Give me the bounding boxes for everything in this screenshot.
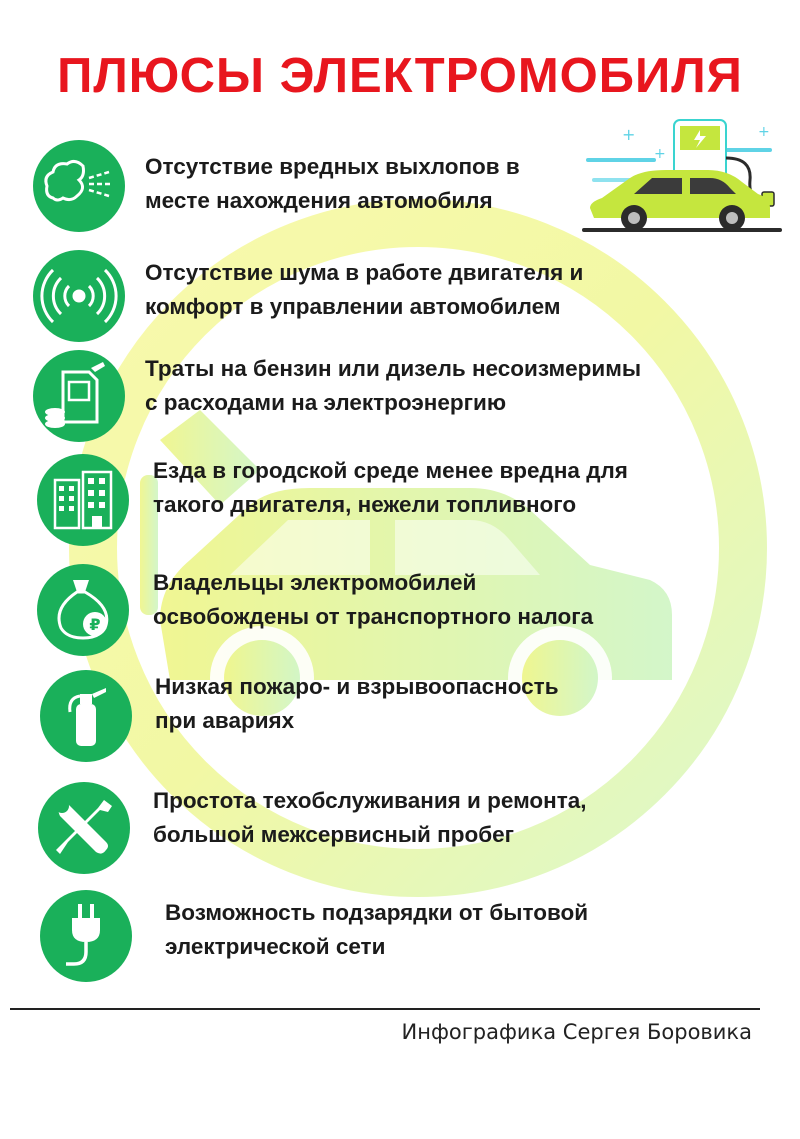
footer-divider bbox=[10, 1008, 760, 1010]
exhaust-cloud-icon bbox=[33, 140, 125, 232]
benefit-line-1: Отсутствие вредных выхлопов в bbox=[145, 154, 520, 179]
svg-text:+: + bbox=[622, 125, 636, 144]
benefit-item bbox=[0, 446, 800, 546]
fire-extinguisher-icon bbox=[40, 670, 132, 762]
benefit-item bbox=[0, 558, 800, 658]
benefit-line-1: Низкая пожаро- и взрывоопасность bbox=[155, 674, 559, 699]
sound-waves-icon bbox=[33, 250, 125, 342]
money-bag-icon bbox=[37, 564, 129, 656]
benefit-line-1: Владельцы электромобилей bbox=[153, 570, 477, 595]
svg-text:₽: ₽ bbox=[89, 615, 101, 634]
benefit-line-2: комфорт в управлении автомобилем bbox=[145, 294, 561, 319]
benefit-item bbox=[0, 340, 800, 440]
city-buildings-icon bbox=[37, 454, 129, 546]
author-credit: Инфографика Сергея Боровика bbox=[401, 1020, 752, 1044]
benefit-item bbox=[0, 776, 800, 876]
benefit-line-1: Траты на бензин или дизель несоизмеримы bbox=[145, 356, 642, 381]
benefit-line-1: Простота техобслуживания и ремонта, bbox=[153, 788, 587, 813]
benefit-line-1: Возможность подзарядки от бытовой bbox=[165, 900, 589, 925]
power-plug-icon bbox=[40, 890, 132, 982]
fuel-canister-coins-icon bbox=[33, 350, 125, 442]
benefit-item bbox=[0, 664, 800, 764]
benefit-item bbox=[0, 246, 800, 346]
benefit-line-1: Отсутствие шума в работе двигателя и bbox=[145, 260, 584, 285]
benefit-line-2: месте нахождения автомобиля bbox=[145, 188, 493, 213]
benefit-line-2: с расходами на электроэнергию bbox=[145, 390, 507, 415]
svg-text:+: + bbox=[654, 146, 666, 162]
benefit-line-2: при авариях bbox=[155, 708, 295, 733]
svg-text:+: + bbox=[758, 124, 770, 140]
benefit-line-2: освобождены от транспортного налога bbox=[153, 604, 594, 629]
benefit-line-2: такого двигателя, нежели топливного bbox=[153, 492, 577, 517]
benefit-line-2: электрической сети bbox=[165, 934, 386, 959]
page-title: ПЛЮСЫ ЭЛЕКТРОМОБИЛЯ bbox=[57, 49, 743, 103]
benefit-line-2: большой межсервисный пробег bbox=[153, 822, 514, 847]
benefit-item bbox=[0, 136, 800, 236]
wrench-screwdriver-icon bbox=[38, 782, 130, 874]
benefit-item bbox=[0, 884, 800, 984]
benefit-line-1: Езда в городской среде менее вредна для bbox=[153, 458, 628, 483]
